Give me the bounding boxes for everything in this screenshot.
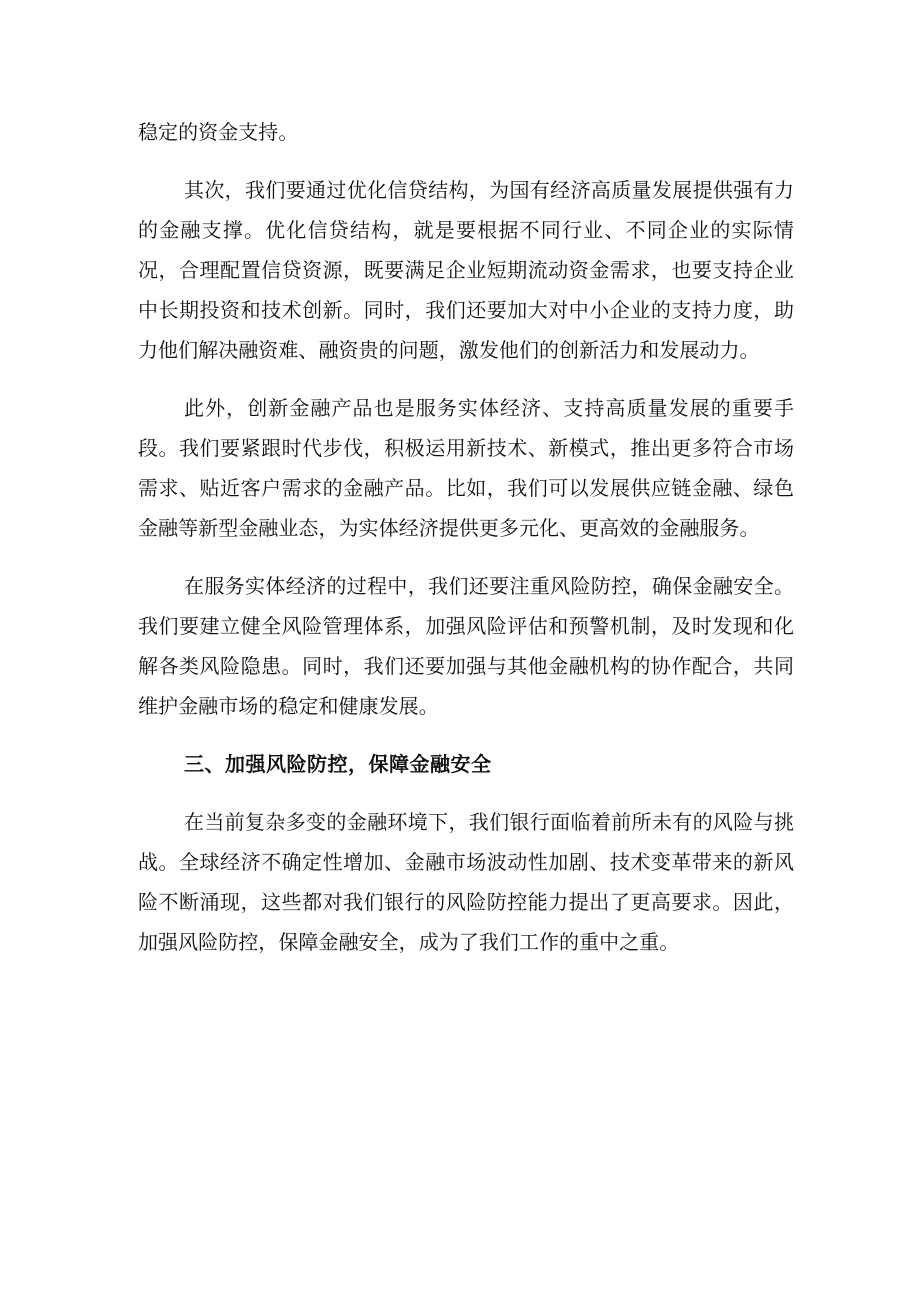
paragraph-risk-environment: 在当前复杂多变的金融环境下，我们银行面临着前所未有的风险与挑战。全球经济不确定性增加、金融市场波动性加剧、技术变革带来的新风险不断涌现，这些都对我们银行的风险防控能力提出了更高要求。因此，加强风险防控，保障金融安全，成为了我们工作的重中之重。: [138, 810, 794, 954]
paragraph-credit-structure: 其次，我们要通过优化信贷结构，为国有经济高质量发展提供强有力的金融支撑。优化信贷结构，就是要根据不同行业、不同企业的实际情况，合理配置信贷资源，既要满足企业短期流动资金需求，也要支持企业中长期投资和技术创新。同时，我们还要加大对中小企业的支持力度，助力他们解决融资难、融资贵的问题，激发他们的创新活力和发展动力。: [138, 178, 794, 362]
paragraph-risk-control: 在服务实体经济的过程中，我们还要注重风险防控，确保金融安全。我们要建立健全风险管理体系，加强风险评估和预警机制，及时发现和化解各类风险隐患。同时，我们还要加强与其他金融机构的协作配合，共同维护金融市场的稳定和健康发展。: [138, 574, 794, 718]
paragraph-continuation: 稳定的资金支持。: [138, 120, 299, 144]
paragraph-financial-products: 此外，创新金融产品也是服务实体经济、支持高质量发展的重要手段。我们要紧跟时代步伐，积极运用新技术、新模式，推出更多符合市场需求、贴近客户需求的金融产品。比如，我们可以发展供应链金融、绿色金融等新型金融业态，为实体经济提供更多元化、更高效的金融服务。: [138, 396, 794, 540]
document-page: [138, 112, 794, 962]
section-heading: 三、加强风险防控，保障金融安全: [184, 752, 492, 776]
